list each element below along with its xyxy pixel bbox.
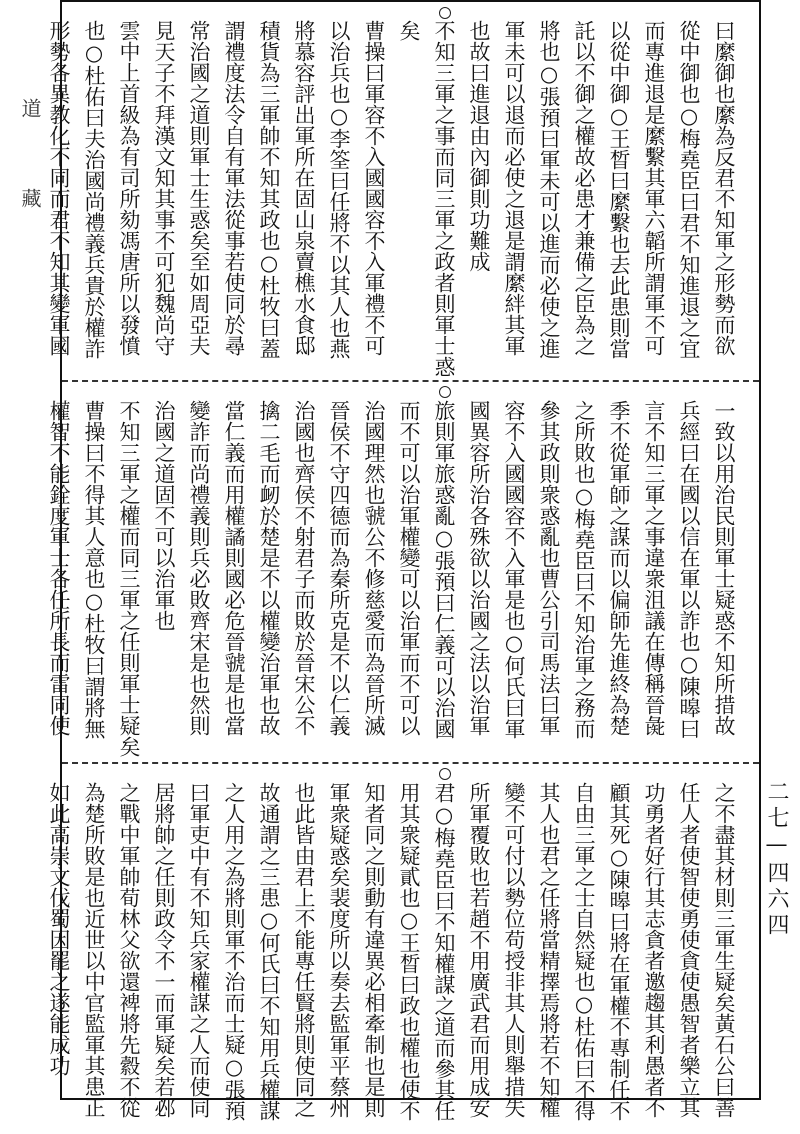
- text-column: 當仁義而用權譎則國必危晉虢是也當: [222, 400, 246, 736]
- text-column: 而不可以治軍權變可以治軍而不可以: [397, 400, 421, 736]
- text-column: 任人者使智使勇使貪使愚智者樂立其: [677, 782, 701, 1118]
- text-column: 治國之道固不可以治軍也: [152, 400, 176, 631]
- side-label-middle: 藏: [18, 188, 42, 208]
- text-column: 謂禮度法令自有軍法從事若使同於尋: [222, 20, 246, 356]
- text-column: 託以不御之權故必患才兼備之臣為之: [572, 20, 596, 356]
- text-panel-top: [47, 2, 759, 380]
- text-column: 故通謂之三患○何氏曰不知用兵權謀: [257, 782, 281, 1121]
- text-column: 季不從軍師之謀而以偏師先進終為楚: [607, 400, 631, 736]
- text-column: 之不盡其材則三軍生疑矣黃石公曰善: [712, 782, 736, 1118]
- text-column: 曹操曰軍容不入國國容不入軍禮不可: [362, 20, 386, 356]
- text-column: 自由三軍之士自然疑也○杜佑曰不得: [572, 782, 596, 1121]
- text-column: 常治國之道則軍士生惑矣至如周亞夫: [187, 20, 211, 356]
- text-column: 以治兵也○李筌曰任將不以其人也燕: [327, 20, 351, 359]
- circle-mark: [439, 386, 451, 398]
- text-column: 容不入國國容不入軍是也○何氏曰軍: [502, 400, 526, 739]
- text-column: 將慕容評出軍所在固山泉賣樵水食邸: [292, 20, 316, 356]
- text-column: 以從中御○王晳曰縻繫也去此患則當: [607, 20, 631, 359]
- text-column: 而專進退是縻繫其軍六韜所謂軍不可: [642, 20, 666, 356]
- text-column: 不知三軍之事而同三軍之政者則軍士惑: [432, 20, 456, 377]
- text-panel-middle: [47, 382, 759, 760]
- text-column: 居將帥之任則政令不一而軍疑矣若邲: [152, 782, 176, 1118]
- text-column: 旅則軍旅惑亂○張預曰仁義可以治國: [432, 400, 456, 739]
- text-column: 積貨為三軍帥不知其政也○杜牧曰蓋: [257, 20, 281, 359]
- text-column: 雲中上首級為有司所劾馮唐所以發憤: [117, 20, 141, 356]
- text-column: 權智不能銓度軍士各任所長而雷同使: [47, 400, 71, 736]
- side-label-top: 道: [18, 98, 42, 118]
- text-column: 矣: [397, 20, 421, 41]
- text-column: 其人也君之任將當精擇焉將若不知權: [537, 782, 561, 1118]
- text-column: 如此高崇文伐蜀因罷之遂能成功: [47, 782, 71, 1076]
- text-column: 曰縻御也縻為反君不知軍之形勢而欲: [712, 20, 736, 356]
- text-panel-bottom: [47, 764, 759, 1121]
- text-column: 參其政則衆惑亂也曹公引司馬法曰軍: [537, 400, 561, 736]
- page-number: 二七—四六四: [764, 780, 789, 939]
- text-column: 治國也齊侯不射君子而敗於晉宋公不: [292, 400, 316, 736]
- text-column: 變詐而尚禮義則兵必敗齊宋是也然則: [187, 400, 211, 736]
- text-column: 從中御也○梅堯臣曰君不知進退之宜: [677, 20, 701, 359]
- text-column: 軍衆疑惑矣裴度所以奏去監軍平蔡州: [327, 782, 351, 1118]
- text-column: 見天子不拜漢文知其事不可犯魏尚守: [152, 20, 176, 356]
- text-column: 變不可付以勢位苟授非其人則舉措失: [502, 782, 526, 1118]
- text-column: 知者同之則動有違異必相牽制也是則: [362, 782, 386, 1118]
- text-column: 也○杜佑曰夫治國尚禮義兵貴於權詐: [82, 20, 106, 359]
- text-column: 言不知三軍之事違衆沮議在傳稱晉彘: [642, 400, 666, 736]
- text-column: 一致以用治民則軍士疑惑不知所措故: [712, 400, 736, 736]
- circle-mark: [439, 768, 451, 780]
- text-column: 將也○張預曰軍未可以進而必使之進: [537, 20, 561, 359]
- text-column: 不知三軍之權而同三軍之任則軍士疑矣: [117, 400, 141, 757]
- text-column: 之人用之為將則軍不治而士疑○張預: [222, 782, 246, 1121]
- text-column: 所軍覆敗也若趙不用廣武君而用成安: [467, 782, 491, 1118]
- text-column: 擒二毛而衂於楚是不以權變治軍也故: [257, 400, 281, 736]
- text-column: 兵經曰在國以信在軍以詐也○陳暤曰: [677, 400, 701, 739]
- text-column: 形勢各異教化不同而君不知其變軍國: [47, 20, 71, 356]
- text-column: 也此皆由君上不能專任賢將則使同之: [292, 782, 316, 1118]
- text-column: 用其衆疑貳也○王晳曰政也權也使不: [397, 782, 421, 1121]
- text-column: 曹操曰不得其人意也○杜牧曰謂將無: [82, 400, 106, 739]
- text-column: 軍未可以退而必使之退是謂縻絆其軍: [502, 20, 526, 356]
- circle-mark: [439, 7, 451, 19]
- text-column: 晉侯不守四德而為秦所克是不以仁義: [327, 400, 351, 736]
- text-column: 之戰中軍帥荀林父欲還裨將先縠不從: [117, 782, 141, 1118]
- text-column: 君○梅堯臣曰不知權謀之道而參其任: [432, 782, 456, 1121]
- text-column: 國異容所治各殊欲以治國之法以治軍: [467, 400, 491, 736]
- text-column: 也故曰進退由內御則功難成: [467, 20, 491, 272]
- text-column: 治國理然也虢公不修慈愛而為晉所滅: [362, 400, 386, 736]
- text-column: 顧其死○陳暤曰將在軍權不專制任不: [607, 782, 631, 1121]
- text-column: 曰軍吏中有不知兵家權謀之人而使同: [187, 782, 211, 1118]
- text-column: 功勇者好行其志貪者邀趨其利愚者不: [642, 782, 666, 1118]
- text-column: 之所敗也○梅堯臣曰不知治軍之務而: [572, 400, 596, 739]
- page-frame: [47, 0, 761, 1121]
- text-column: 為楚所敗是也近世以中官監軍其患正: [82, 782, 106, 1118]
